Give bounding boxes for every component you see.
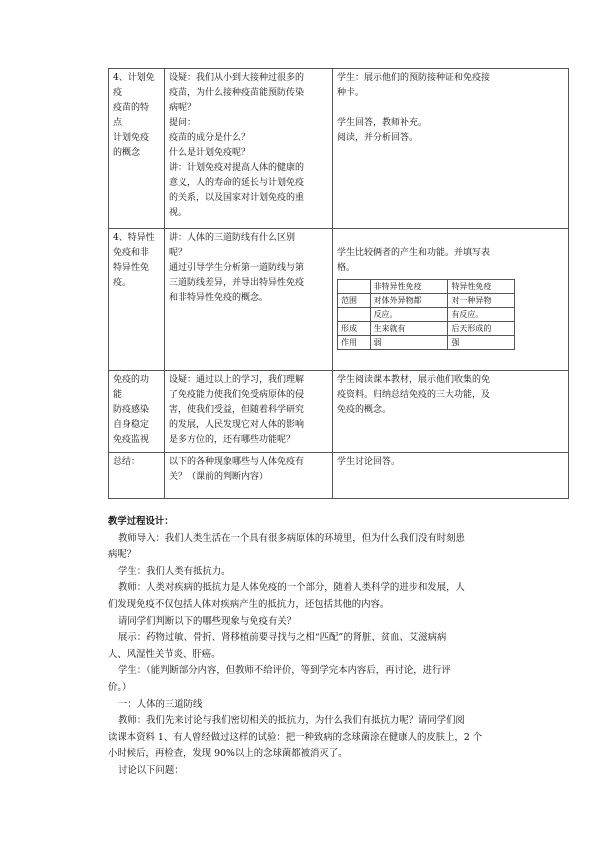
teacher-line: 视。: [169, 208, 188, 218]
paragraph: 读课本资料 1、有人曾经做过这样的试验：把一种致病的念球菌涂在健康人的皮肤上，2 个: [108, 731, 483, 743]
topic-line: 总结：: [113, 457, 141, 467]
teacher-line: 的关系，以及国家对计划免疫的重: [169, 193, 305, 203]
topic-cell: [109, 371, 165, 453]
subheading: 一：人体的三道防线: [118, 698, 203, 710]
teacher-line: 意义，人的寿命的延长与计划免疫: [169, 178, 305, 188]
inner-table-row: [338, 308, 515, 322]
teacher-cell: [165, 453, 333, 499]
topic-line: 计划免疫: [113, 133, 150, 143]
teacher-cell: [165, 371, 333, 453]
immunity-comparison-table: [337, 279, 515, 350]
teacher-line: 呢？: [169, 248, 188, 258]
section-heading: 教学过程设计：: [108, 516, 174, 527]
teacher-line: 疫苗的成分是什么？: [169, 133, 251, 143]
paragraph: 教师：我们先来讨论与我们密切相关的抵抗力，为什么我们有抵抗力呢？请同学们阅: [118, 715, 465, 727]
topic-line: 免疫和非: [113, 248, 150, 258]
student-line: 免疫的概念。: [337, 405, 392, 415]
teacher-line: 讲：计划免疫对提高人体的健康的: [169, 163, 305, 173]
inner-cell: 生来就有: [370, 322, 448, 336]
inner-table-row: [338, 294, 515, 308]
student-line: 种卡。: [337, 88, 365, 98]
inner-cell: [338, 280, 371, 294]
topic-line: 4、特异性: [113, 233, 155, 243]
paragraph: 展示：药物过敏、骨折、肾移植前要寻找与之相“匹配”的肾脏、贫血、艾滋病病: [118, 632, 447, 644]
teacher-line: 以下的各种现象哪些与人体免疫有: [169, 457, 305, 467]
student-line: 疫资料。归纳总结免疫的三大功能，及: [337, 390, 491, 400]
student-line: 学生阅读课本教材，展示他们收集的免: [337, 375, 491, 385]
table-row: [109, 453, 569, 499]
lesson-process-section: [108, 514, 569, 780]
teacher-line: 害，使我们受益，但随着科学研究: [169, 405, 305, 415]
lesson-table: [108, 68, 569, 499]
student-cell: [333, 229, 569, 371]
inner-table-row: [338, 336, 515, 350]
inner-cell: 范围: [338, 294, 371, 308]
teacher-line: 了免疫能力使我们免受病原体的侵: [169, 390, 305, 400]
paragraph: 小时候后，再检查，发现 90%以上的念球菌都被消灭了。: [108, 748, 348, 760]
teacher-cell: [165, 69, 333, 229]
inner-cell: 对体外异物都: [370, 294, 448, 308]
teacher-line: 什么是计划免疫呢？: [169, 148, 251, 158]
teacher-line: 关？（课前的判断内容）: [169, 472, 269, 482]
inner-cell: [338, 308, 371, 322]
student-line: 学生讨论回答。: [337, 457, 401, 467]
paragraph: 请同学们判断以下的哪些现象与免疫有关？: [118, 615, 297, 627]
student-line: 学生比较俩者的产生和功能。并填写表: [337, 248, 491, 258]
paragraph: 教师：人类对疾病的抵抗力是人体免疫的一个部分，随着人类科学的进步和发展，人: [118, 582, 465, 594]
teacher-line: 讲：人体的三道防线有什么区别: [169, 233, 296, 243]
topic-line: 特异性免: [113, 263, 150, 273]
teacher-line: 三道防线差异，并导出特异性免疫: [169, 278, 305, 288]
inner-cell: 对一种异物: [448, 294, 515, 308]
paragraph: 病呢？: [108, 549, 137, 561]
student-cell: [333, 453, 569, 499]
paragraph: 人、风湿性关节炎、肝癌。: [108, 648, 221, 660]
student-line: 学生：展示他们的预防接种证和免疫接: [337, 73, 491, 83]
topic-line: 4、计划免疫: [113, 73, 155, 98]
teacher-line: 的发展，人民发现它对人体的影响: [169, 420, 305, 430]
inner-cell: 特异性免疫: [448, 280, 515, 294]
inner-cell: 反应。: [370, 308, 448, 322]
topic-line: 免疫的功: [113, 375, 150, 385]
table-row: [109, 229, 569, 371]
student-line: [337, 231, 564, 246]
student-line: 格。: [337, 263, 356, 273]
student-line: [337, 101, 564, 116]
topic-line: 防疫感染: [113, 405, 150, 415]
inner-table-row: [338, 322, 515, 336]
teacher-cell: [165, 229, 333, 371]
student-line: 阅读，并分析回答。: [337, 133, 419, 143]
inner-table-header: [338, 280, 515, 294]
teacher-line: 通过引导学生分析第一道防线与第: [169, 263, 305, 273]
inner-cell: 作用: [338, 336, 371, 350]
paragraph: 教师导入：我们人类生活在一个具有很多病原体的环境里，但为什么我们没有时刻患: [118, 532, 465, 544]
topic-line: 自身稳定: [113, 420, 150, 430]
topic-line: 的概念: [113, 148, 141, 158]
inner-cell: 后天形成的: [448, 322, 515, 336]
teacher-line: 设疑：我们从小到大接种过很多的: [169, 73, 305, 83]
inner-cell: 形成: [338, 322, 371, 336]
topic-line: 疫。: [113, 278, 132, 288]
table-row: [109, 69, 569, 229]
inner-cell: 弱: [370, 336, 448, 350]
paragraph: 学生：（能判断部分内容，但教师不给评价，等到学完本内容后，再讨论，进行评: [118, 665, 451, 677]
paragraph: 学生：我们人类有抵抗力。: [118, 565, 231, 577]
topic-line: 能: [113, 390, 123, 400]
teacher-line: 和非特异性免疫的概念。: [169, 293, 269, 303]
paragraph: 讨论以下问题：: [118, 764, 184, 776]
student-cell: [333, 371, 569, 453]
inner-cell: 非特异性免疫: [370, 280, 448, 294]
topic-cell: [109, 453, 165, 499]
topic-line: 免疫监视: [113, 435, 150, 445]
teacher-line: 提问：: [169, 118, 197, 128]
student-cell: [333, 69, 569, 229]
topic-line: 疫苗的特: [113, 103, 150, 113]
student-line: 学生回答，教师补充。: [337, 118, 428, 128]
teacher-line: 病呢？: [169, 103, 197, 113]
topic-cell: [109, 69, 165, 229]
paragraph: 价。）: [108, 681, 132, 693]
topic-cell: [109, 229, 165, 371]
table-row: [109, 371, 569, 453]
paragraph: 们发现免疫不仅包括人体对疾病产生的抵抗力，还包括其他的内容。: [108, 598, 390, 610]
topic-line: 点: [113, 118, 123, 128]
inner-cell: 有反应。: [448, 308, 515, 322]
inner-cell: 强: [448, 336, 515, 350]
teacher-line: 设疑：通过以上的学习，我们理解: [169, 375, 305, 385]
teacher-line: 是多方位的，还有哪些功能呢？: [169, 435, 296, 445]
teacher-line: 疫苗，为什么接种疫苗能预防传染: [169, 88, 305, 98]
